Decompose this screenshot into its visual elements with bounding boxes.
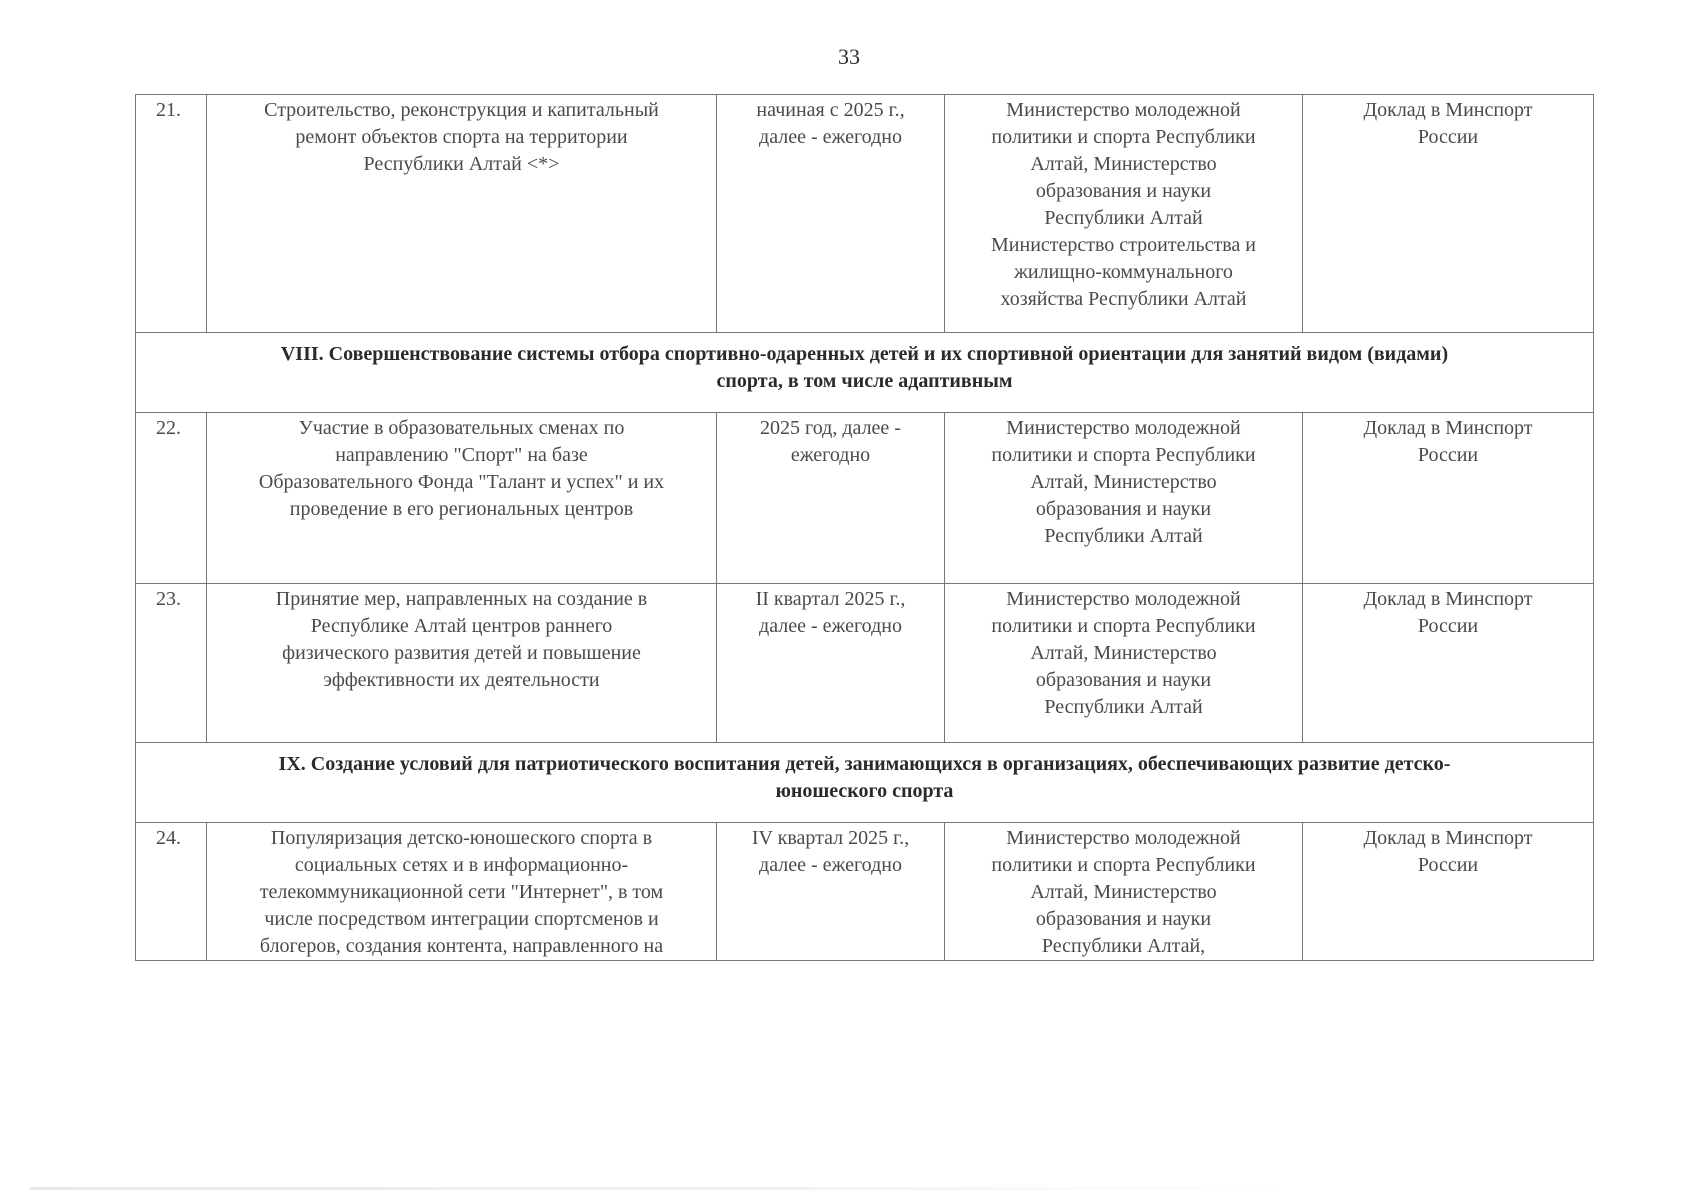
measure-description: Принятие мер, направленных на создание в Республике Алтай центров раннего физического развития детей и повышение эффективности их деятельности xyxy=(207,584,717,743)
measure-responsible: Министерство молодежной политики и спорта Республики Алтай, Министерство образования и науки Республики Алтай xyxy=(945,413,1303,584)
measure-term: начиная с 2025 г., далее - ежегодно xyxy=(717,95,945,333)
row-number: 24. xyxy=(136,823,207,961)
measure-responsible: Министерство молодежной политики и спорта Республики Алтай, Министерство образования и науки Республики Алтай, xyxy=(945,823,1303,961)
measure-responsible: Министерство молодежной политики и спорта Республики Алтай, Министерство образования и науки Республики Алтай xyxy=(945,584,1303,743)
measure-description: Участие в образовательных сменах по направлению "Спорт" на базе Образовательного Фонда "Талант и успех" и их проведение в его региональных центров xyxy=(207,413,717,584)
section-heading: IX. Создание условий для патриотического воспитания детей, занимающихся в организациях, обеспечивающих развитие детско- юношеского спорта xyxy=(136,743,1594,823)
row-number: 22. xyxy=(136,413,207,584)
scan-edge xyxy=(30,1187,1290,1190)
measure-result: Доклад в Минспорт России xyxy=(1303,413,1594,584)
measure-term: 2025 год, далее - ежегодно xyxy=(717,413,945,584)
measure-term: IV квартал 2025 г., далее - ежегодно xyxy=(717,823,945,961)
measure-description: Строительство, реконструкция и капитальный ремонт объектов спорта на территории Республики Алтай <*> xyxy=(207,95,717,333)
table-row xyxy=(136,95,1594,333)
table-row xyxy=(136,584,1594,743)
measure-result: Доклад в Минспорт России xyxy=(1303,823,1594,961)
measure-term: II квартал 2025 г., далее - ежегодно xyxy=(717,584,945,743)
measure-result: Доклад в Минспорт России xyxy=(1303,584,1594,743)
section-row xyxy=(136,743,1594,823)
measure-result: Доклад в Минспорт России xyxy=(1303,95,1594,333)
measure-responsible: Министерство молодежной политики и спорта Республики Алтай, Министерство образования и науки Республики Алтай Министерство строительства и жилищно-коммунального хозяйства Республики Алтай xyxy=(945,95,1303,333)
section-row xyxy=(136,333,1594,413)
measures-table xyxy=(135,94,1594,961)
page-number: 33 xyxy=(838,44,860,69)
table-row xyxy=(136,823,1594,961)
row-number: 23. xyxy=(136,584,207,743)
row-number: 21. xyxy=(136,95,207,333)
section-heading: VIII. Совершенствование системы отбора спортивно-одаренных детей и их спортивной ориентации для занятий видом (видами) спорта, в том числе адаптивным xyxy=(136,333,1594,413)
table-row xyxy=(136,413,1594,584)
measure-description: Популяризация детско-юношеского спорта в социальных сетях и в информационно- телекоммуникационной сети "Интернет", в том числе посредством интеграции спортсменов и блогеров, создания контента, направленного на xyxy=(207,823,717,961)
